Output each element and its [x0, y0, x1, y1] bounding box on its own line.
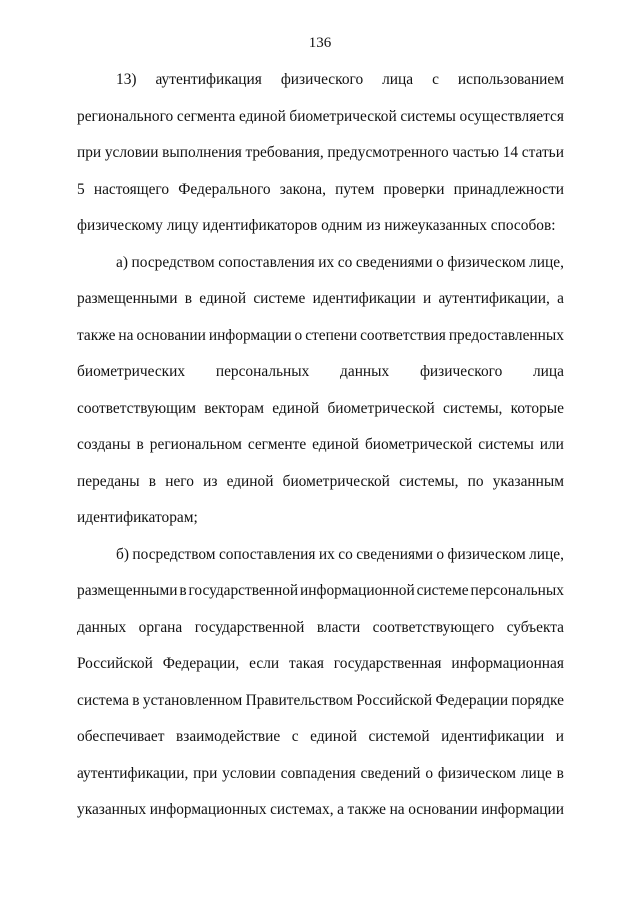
text-line: 5 настоящего Федерального закона, путем проверки принадлежности: [77, 181, 564, 198]
page-number: 136: [308, 35, 332, 51]
text-line: регионального сегмента единой биометрической системы осуществляется: [77, 108, 564, 125]
text-line: система в установленном Правительством Российской Федерации порядке: [77, 692, 564, 709]
text-line: указанных информационных системах, а также на основании информации: [77, 801, 564, 818]
text-line: также на основании информации о степени соответствия предоставленных: [77, 327, 564, 344]
text-line: Российской Федерации, если такая государственная информационная: [77, 655, 564, 672]
text-line: 13) аутентификация физического лица с использованием: [116, 71, 564, 88]
text-line: а) посредством сопоставления их со сведениями о физическом лице,: [116, 254, 564, 271]
text-line: данных органа государственной власти соответствующего субъекта: [77, 619, 564, 636]
text-line: б) посредством сопоставления их со сведениями о физическом лице,: [116, 546, 564, 563]
text-line: обеспечивает взаимодействие с единой системой идентификации и: [77, 728, 564, 745]
text-line: идентификаторам;: [77, 509, 198, 526]
text-line: размещенными в государственной информационной системе персональных: [77, 582, 564, 599]
text-line: при условии выполнения требования, предусмотренного частью 14 статьи: [77, 144, 564, 161]
text-line: биометрических персональных данных физического лица: [77, 363, 564, 380]
text-line: созданы в региональном сегменте единой биометрической системы или: [77, 436, 564, 453]
text-line: размещенными в единой системе идентификации и аутентификации, а: [77, 290, 564, 307]
text-line: переданы в него из единой биометрической системы, по указанным: [77, 473, 564, 490]
text-line: аутентификации, при условии совпадения сведений о физическом лице в: [77, 765, 564, 782]
text-line: соответствующим векторам единой биометрической системы, которые: [77, 400, 564, 417]
text-line: физическому лицу идентификаторов одним из нижеуказанных способов:: [77, 217, 556, 234]
